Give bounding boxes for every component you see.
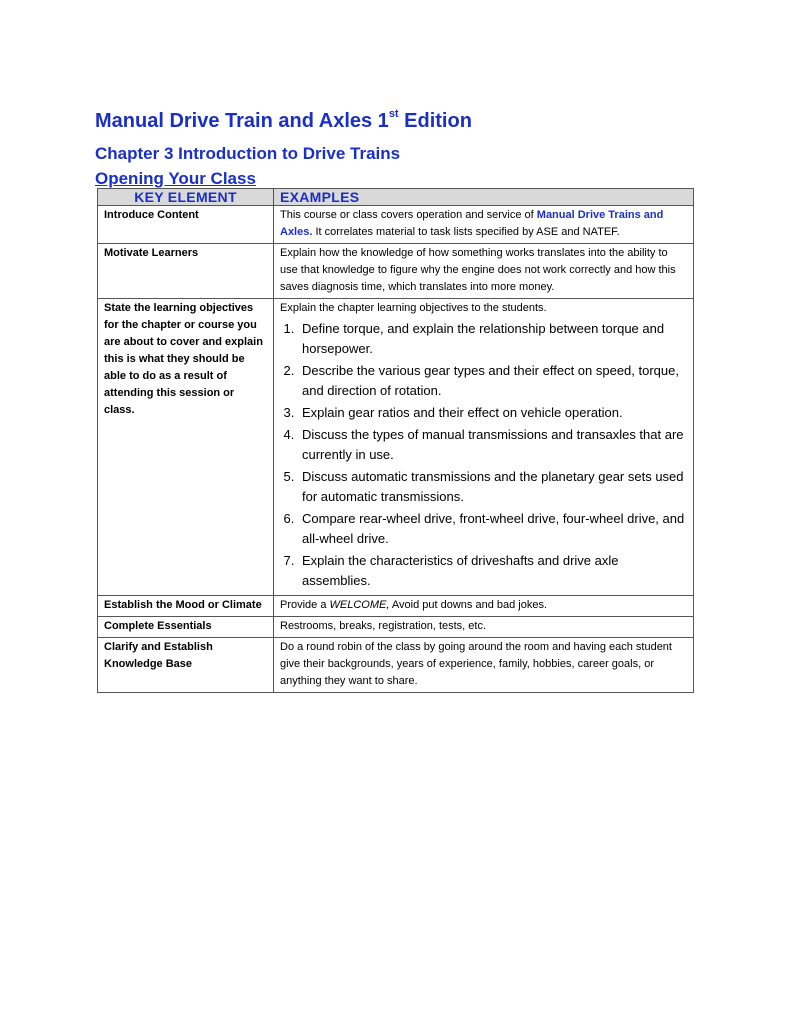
table-row: [98, 596, 694, 617]
row-key: Complete Essentials: [98, 617, 274, 638]
header-key-element: KEY ELEMENT: [98, 189, 274, 206]
row-key: State the learning objectives for the chapter or course you are about to cover and explain this is what they should be able to do as a result of attending this session or class.: [98, 299, 274, 596]
table-header-row: [98, 189, 694, 206]
table-row: [98, 244, 694, 299]
opening-class-table: [97, 188, 694, 693]
table-row: [98, 638, 694, 693]
objective-item: 3. Explain gear ratios and their effect on vehicle operation.: [298, 403, 687, 423]
objectives-intro: Explain the chapter learning objectives to the students.: [280, 302, 547, 314]
title-main: Manual Drive Train and Axles 1: [95, 110, 389, 132]
welcome-emphasis: WELCOME,: [329, 599, 390, 611]
row-key: Introduce Content: [98, 206, 274, 244]
chapter-heading: Chapter 3 Introduction to Drive Trains: [95, 144, 401, 163]
course-title-highlight: Manual Drive Trains and Axles.: [280, 209, 664, 238]
row-example: [274, 596, 694, 617]
row-example: Restrooms, breaks, registration, tests, etc.: [274, 617, 694, 638]
objective-item: 7. Explain the characteristics of driveshafts and drive axle assemblies.: [298, 551, 687, 591]
header-examples: EXAMPLES: [274, 189, 694, 206]
table-row: [98, 617, 694, 638]
table-row: [98, 299, 694, 596]
objective-item: 6. Compare rear-wheel drive, front-wheel drive, four-wheel drive, and all-wheel drive.: [298, 509, 687, 549]
example-text: It correlates material to task lists specified by ASE and NATEF.: [312, 226, 620, 238]
example-text: Provide a: [280, 599, 330, 611]
row-key: Establish the Mood or Climate: [98, 596, 274, 617]
objectives-list: [280, 319, 687, 591]
table-row: [98, 206, 694, 244]
objective-item: 1. Define torque, and explain the relationship between torque and horsepower.: [298, 319, 687, 359]
section-heading: Opening Your Class: [95, 169, 256, 188]
example-text: Avoid put downs and bad jokes.: [389, 599, 548, 611]
row-key: Motivate Learners: [98, 244, 274, 299]
title-end: Edition: [398, 110, 472, 132]
row-example: [274, 206, 694, 244]
row-example: Explain how the knowledge of how something works translates into the ability to use that knowledge to figure why the engine does not work correctly and how this saves diagnosis time, which translates into more money.: [274, 244, 694, 299]
objective-item: 4. Discuss the types of manual transmissions and transaxles that are currently in use.: [298, 425, 687, 465]
objective-item: 5. Discuss automatic transmissions and the planetary gear sets used for automatic transmissions.: [298, 467, 687, 507]
objective-item: 2. Describe the various gear types and their effect on speed, torque, and direction of rotation.: [298, 361, 687, 401]
example-text: This course or class covers operation and service of: [280, 209, 537, 221]
title-superscript: st: [388, 108, 399, 120]
row-example: [274, 299, 694, 596]
document-title: [95, 110, 472, 133]
row-key: Clarify and Establish Knowledge Base: [98, 638, 274, 693]
row-example: Do a round robin of the class by going around the room and having each student give their backgrounds, years of experience, family, hobbies, career goals, or anything they want to share.: [274, 638, 694, 693]
